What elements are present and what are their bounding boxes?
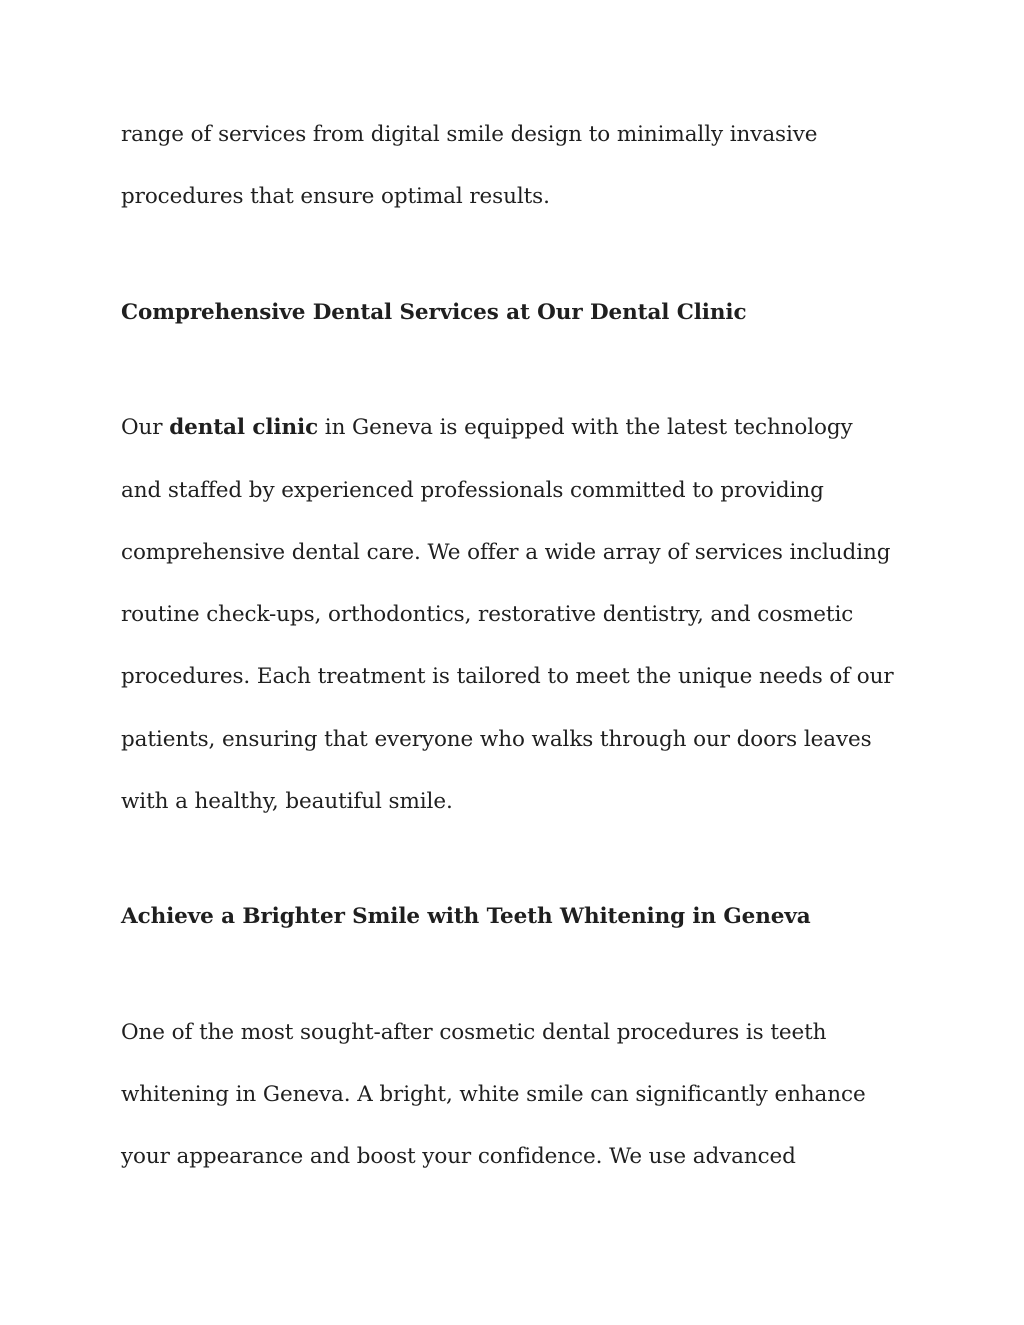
bold-keyword: dental clinic bbox=[169, 415, 319, 440]
text-line: routine check-ups, orthodontics, restorative dentistry, and cosmetic bbox=[121, 602, 854, 627]
text-line bbox=[121, 414, 853, 442]
section-heading: Achieve a Brighter Smile with Teeth Whitening in Geneva bbox=[121, 904, 811, 929]
text-line: and staffed by experienced professionals committed to providing bbox=[121, 478, 824, 503]
text-line: whitening in Geneva. A bright, white smile can significantly enhance bbox=[121, 1082, 866, 1107]
text-line: your appearance and boost your confidence. We use advanced bbox=[121, 1144, 796, 1169]
text-line: range of services from digital smile design to minimally invasive bbox=[121, 122, 818, 147]
text-line: procedures. Each treatment is tailored to meet the unique needs of our bbox=[121, 664, 894, 689]
text-line: patients, ensuring that everyone who walks through our doors leaves bbox=[121, 727, 872, 752]
text-line: with a healthy, beautiful smile. bbox=[121, 789, 453, 814]
text-line: comprehensive dental care. We offer a wide array of services including bbox=[121, 540, 891, 565]
text-line: procedures that ensure optimal results. bbox=[121, 184, 550, 209]
text-run: in Geneva is equipped with the latest technology bbox=[318, 415, 853, 440]
text-line: One of the most sought-after cosmetic dental procedures is teeth bbox=[121, 1020, 827, 1045]
text-run: Our bbox=[121, 415, 170, 440]
section-heading: Comprehensive Dental Services at Our Dental Clinic bbox=[121, 300, 747, 325]
